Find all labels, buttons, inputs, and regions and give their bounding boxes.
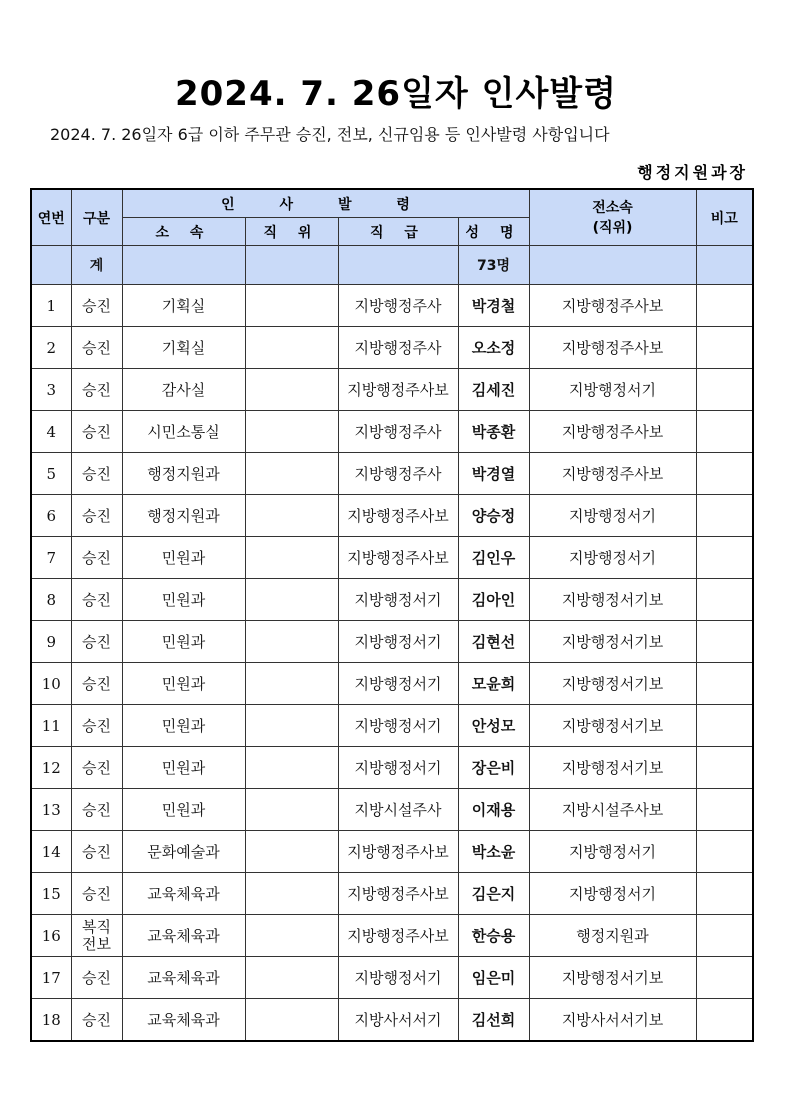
cell-grade: 지방행정서기 (338, 579, 458, 621)
cell-prev: 지방행정주사보 (529, 285, 696, 327)
cell-name: 한승용 (458, 915, 529, 957)
cell-prev: 지방행정서기보 (529, 663, 696, 705)
cell-prev: 지방행정서기 (529, 495, 696, 537)
header-grade: 직 급 (338, 218, 458, 246)
cell-position (245, 621, 338, 663)
cell-name: 박경철 (458, 285, 529, 327)
cell-note (696, 915, 753, 957)
cell-note (696, 621, 753, 663)
cell-category: 승진 (71, 495, 122, 537)
cell-position (245, 285, 338, 327)
cell-note (696, 705, 753, 747)
cell-dept: 문화예술과 (122, 831, 245, 873)
cell-grade: 지방행정주사 (338, 411, 458, 453)
cell-name: 박종환 (458, 411, 529, 453)
cell-note (696, 411, 753, 453)
table-row (31, 789, 753, 831)
cell-position (245, 705, 338, 747)
cell-seq: 3 (31, 369, 71, 411)
cell-prev: 행정지원과 (529, 915, 696, 957)
cell-position (245, 957, 338, 999)
cell-prev: 지방행정주사보 (529, 411, 696, 453)
cell-grade: 지방행정주사보 (338, 831, 458, 873)
cell-name: 김은지 (458, 873, 529, 915)
cell-note (696, 537, 753, 579)
cell-grade: 지방행정서기 (338, 747, 458, 789)
summary-label: 계 (71, 246, 122, 285)
cell-prev: 지방행정주사보 (529, 327, 696, 369)
cell-seq: 17 (31, 957, 71, 999)
cell-seq: 11 (31, 705, 71, 747)
cell-name: 김인우 (458, 537, 529, 579)
table-row (31, 663, 753, 705)
table-row (31, 747, 753, 789)
cell-note (696, 453, 753, 495)
cell-prev: 지방행정서기보 (529, 705, 696, 747)
cell-category: 승진 (71, 663, 122, 705)
cell-category: 승진 (71, 369, 122, 411)
cell-position (245, 453, 338, 495)
issuer-label: 행정지원과장 (637, 163, 748, 182)
header-note: 비고 (696, 189, 753, 246)
cell-grade: 지방행정주사보 (338, 873, 458, 915)
cell-dept: 시민소통실 (122, 411, 245, 453)
table-row (31, 873, 753, 915)
cell-category: 승진 (71, 831, 122, 873)
table-row (31, 579, 753, 621)
cell-position (245, 663, 338, 705)
table-row (31, 999, 753, 1042)
cell-dept: 교육체육과 (122, 999, 245, 1042)
cell-category: 승진 (71, 789, 122, 831)
cell-position (245, 915, 338, 957)
cell-position (245, 831, 338, 873)
cell-name: 임은미 (458, 957, 529, 999)
table-row (31, 453, 753, 495)
cell-grade: 지방행정주사보 (338, 915, 458, 957)
cell-position (245, 999, 338, 1042)
cell-grade: 지방행정주사 (338, 453, 458, 495)
cell-dept: 민원과 (122, 537, 245, 579)
cell-prev: 지방행정주사보 (529, 453, 696, 495)
header-name: 성 명 (458, 218, 529, 246)
personnel-table (30, 188, 754, 1042)
table-row (31, 831, 753, 873)
cell-position (245, 579, 338, 621)
cell-category: 승진 (71, 705, 122, 747)
cell-seq: 15 (31, 873, 71, 915)
cell-dept: 교육체육과 (122, 957, 245, 999)
cell-seq: 5 (31, 453, 71, 495)
cell-position (245, 327, 338, 369)
cell-note (696, 873, 753, 915)
cell-category: 승진 (71, 285, 122, 327)
cell-name: 안성모 (458, 705, 529, 747)
cell-grade: 지방행정주사 (338, 285, 458, 327)
cell-grade: 지방행정주사 (338, 327, 458, 369)
cell-seq: 7 (31, 537, 71, 579)
cell-note (696, 831, 753, 873)
cell-dept: 감사실 (122, 369, 245, 411)
cell-seq: 8 (31, 579, 71, 621)
cell-name: 이재용 (458, 789, 529, 831)
cell-dept: 민원과 (122, 621, 245, 663)
cell-name: 장은비 (458, 747, 529, 789)
cell-note (696, 999, 753, 1042)
header-seq: 연번 (31, 189, 71, 246)
cell-grade: 지방사서서기 (338, 999, 458, 1042)
cell-position (245, 537, 338, 579)
table-row (31, 621, 753, 663)
cell-category: 승진 (71, 453, 122, 495)
cell-note (696, 747, 753, 789)
cell-prev: 지방행정서기 (529, 369, 696, 411)
cell-seq: 14 (31, 831, 71, 873)
cell-category: 승진 (71, 621, 122, 663)
cell-position (245, 789, 338, 831)
cell-position (245, 369, 338, 411)
cell-note (696, 789, 753, 831)
table-row (31, 915, 753, 957)
cell-dept: 민원과 (122, 663, 245, 705)
cell-position (245, 747, 338, 789)
cell-seq: 16 (31, 915, 71, 957)
summary-row (31, 246, 753, 285)
cell-name: 모윤희 (458, 663, 529, 705)
cell-dept: 행정지원과 (122, 495, 245, 537)
cell-grade: 지방행정서기 (338, 957, 458, 999)
cell-name: 양승정 (458, 495, 529, 537)
cell-note (696, 663, 753, 705)
cell-position (245, 411, 338, 453)
cell-note (696, 957, 753, 999)
summary-count: 73명 (458, 246, 529, 285)
cell-seq: 13 (31, 789, 71, 831)
cell-note (696, 495, 753, 537)
header-group: 인 사 발 령 (122, 189, 529, 218)
table-row (31, 327, 753, 369)
cell-prev: 지방시설주사보 (529, 789, 696, 831)
cell-name: 김세진 (458, 369, 529, 411)
table-row (31, 285, 753, 327)
cell-prev: 지방행정서기보 (529, 579, 696, 621)
cell-category: 승진 (71, 873, 122, 915)
table-row (31, 705, 753, 747)
table-row (31, 957, 753, 999)
cell-grade: 지방행정서기 (338, 705, 458, 747)
cell-note (696, 579, 753, 621)
cell-grade: 지방행정서기 (338, 663, 458, 705)
cell-prev: 지방행정서기보 (529, 621, 696, 663)
header-row-top (31, 189, 753, 218)
cell-seq: 10 (31, 663, 71, 705)
cell-note (696, 327, 753, 369)
cell-seq: 12 (31, 747, 71, 789)
cell-category: 복직 전보 (71, 915, 122, 957)
page-title: 2024. 7. 26일자 인사발령 (174, 74, 617, 114)
cell-grade: 지방행정주사보 (338, 537, 458, 579)
cell-category: 승진 (71, 747, 122, 789)
cell-dept: 행정지원과 (122, 453, 245, 495)
cell-note (696, 369, 753, 411)
cell-seq: 6 (31, 495, 71, 537)
cell-seq: 1 (31, 285, 71, 327)
cell-dept: 민원과 (122, 789, 245, 831)
cell-dept: 민원과 (122, 705, 245, 747)
cell-grade: 지방행정주사보 (338, 369, 458, 411)
cell-dept: 기획실 (122, 327, 245, 369)
header-prev: 전소속 (직위) (529, 189, 696, 246)
cell-prev: 지방행정서기보 (529, 957, 696, 999)
cell-position (245, 495, 338, 537)
cell-category: 승진 (71, 537, 122, 579)
cell-prev: 지방행정서기보 (529, 747, 696, 789)
cell-prev: 지방행정서기 (529, 537, 696, 579)
cell-position (245, 873, 338, 915)
cell-prev: 지방사서서기보 (529, 999, 696, 1042)
cell-category: 승진 (71, 411, 122, 453)
cell-prev: 지방행정서기 (529, 831, 696, 873)
cell-name: 박소윤 (458, 831, 529, 873)
cell-dept: 교육체육과 (122, 873, 245, 915)
cell-category: 승진 (71, 327, 122, 369)
cell-name: 김현선 (458, 621, 529, 663)
cell-grade: 지방시설주사 (338, 789, 458, 831)
table-row (31, 369, 753, 411)
table-row (31, 495, 753, 537)
cell-prev: 지방행정서기 (529, 873, 696, 915)
cell-name: 김아인 (458, 579, 529, 621)
header-category: 구분 (71, 189, 122, 246)
table-row (31, 411, 753, 453)
cell-dept: 민원과 (122, 747, 245, 789)
cell-name: 오소정 (458, 327, 529, 369)
cell-seq: 4 (31, 411, 71, 453)
cell-seq: 2 (31, 327, 71, 369)
header-position: 직 위 (245, 218, 338, 246)
cell-name: 김선희 (458, 999, 529, 1042)
cell-note (696, 285, 753, 327)
cell-seq: 9 (31, 621, 71, 663)
table-row (31, 537, 753, 579)
cell-category: 승진 (71, 999, 122, 1042)
header-dept: 소 속 (122, 218, 245, 246)
page-subtitle: 2024. 7. 26일자 6급 이하 주무관 승진, 전보, 신규임용 등 인사발령 사항입니다 (50, 125, 610, 144)
cell-dept: 기획실 (122, 285, 245, 327)
cell-grade: 지방행정주사보 (338, 495, 458, 537)
cell-category: 승진 (71, 579, 122, 621)
cell-name: 박경열 (458, 453, 529, 495)
cell-dept: 교육체육과 (122, 915, 245, 957)
cell-seq: 18 (31, 999, 71, 1042)
cell-dept: 민원과 (122, 579, 245, 621)
cell-grade: 지방행정서기 (338, 621, 458, 663)
cell-category: 승진 (71, 957, 122, 999)
